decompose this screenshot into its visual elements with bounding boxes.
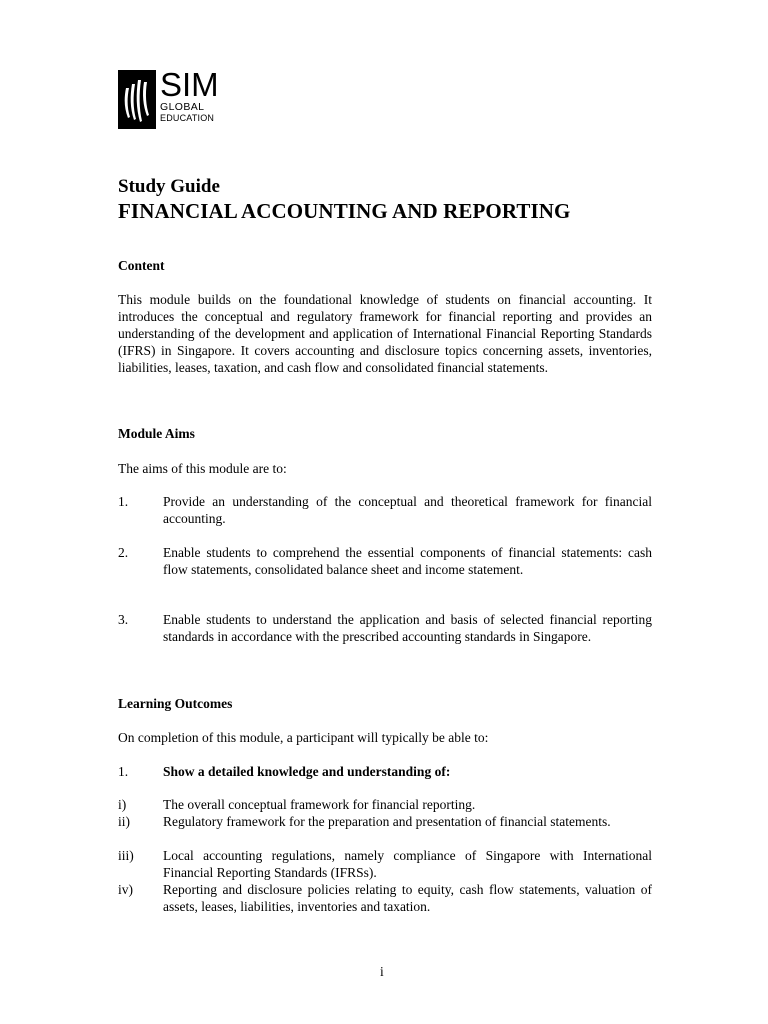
outcome-item-text: Local accounting regulations, namely compliance of Singapore with International Financial Reporting Standards (IFRSs). [163, 848, 652, 880]
outcome-item-number: ii) [118, 814, 130, 829]
learning-outcomes-heading: Learning Outcomes [118, 696, 233, 711]
aim-item-number: 1. [118, 494, 129, 509]
aim-item-text: Enable students to comprehend the essential components of financial statements: cash flow statements, consolidated balance sheet and income statement. [163, 545, 652, 577]
content-heading: Content [118, 258, 165, 273]
outcome-point-number: 1. [118, 764, 129, 779]
logo-line-education: EDUCATION [160, 113, 215, 123]
sim-logo [118, 66, 219, 130]
page-number: i [380, 964, 384, 979]
outcome-item-text: Regulatory framework for the preparation and presentation of financial statements. [163, 814, 611, 829]
outcome-item-text: The overall conceptual framework for financial reporting. [163, 797, 476, 812]
aim-item-number: 2. [118, 545, 129, 560]
sim-logo-mark-icon [118, 70, 156, 129]
logo-brand: SIM [160, 66, 219, 103]
outcome-point-text: Show a detailed knowledge and understanding of: [163, 764, 451, 779]
aim-item-text: Provide an understanding of the conceptual and theoretical framework for financial accounting. [163, 494, 652, 526]
outcome-item-number: iv) [118, 882, 133, 897]
outcome-item-number: i) [118, 797, 127, 812]
logo-wordmark [160, 66, 219, 123]
module-aims-heading: Module Aims [118, 426, 195, 441]
outcome-item-number: iii) [118, 848, 134, 863]
module-aims-intro: The aims of this module are to: [118, 461, 287, 476]
outcome-item-text: Reporting and disclosure policies relating to equity, cash flow statements, valuation of assets, leases, liabilities, inventories and taxation. [163, 882, 652, 914]
aim-item-text: Enable students to understand the application and basis of selected financial reporting standards in accordance with the prescribed accounting standards in Singapore. [163, 612, 652, 644]
logo-line-global: GLOBAL [160, 101, 205, 113]
doc-subtitle: Study Guide [118, 176, 220, 197]
content-paragraph: This module builds on the foundational knowledge of students on financial accounting. It introduces the conceptual and regulatory framework for financial reporting and provides an understanding of the development and application of International Financial Reporting Standards (IFRS) in Singapore. It covers accounting and disclosure topics concerning assets, inventories, liabilities, leases, taxation, and cash flow and consolidated financial statements. [118, 292, 652, 375]
learning-outcomes-intro: On completion of this module, a participant will typically be able to: [118, 730, 489, 745]
doc-title: FINANCIAL ACCOUNTING AND REPORTING [118, 199, 571, 223]
aim-item-number: 3. [118, 612, 129, 627]
